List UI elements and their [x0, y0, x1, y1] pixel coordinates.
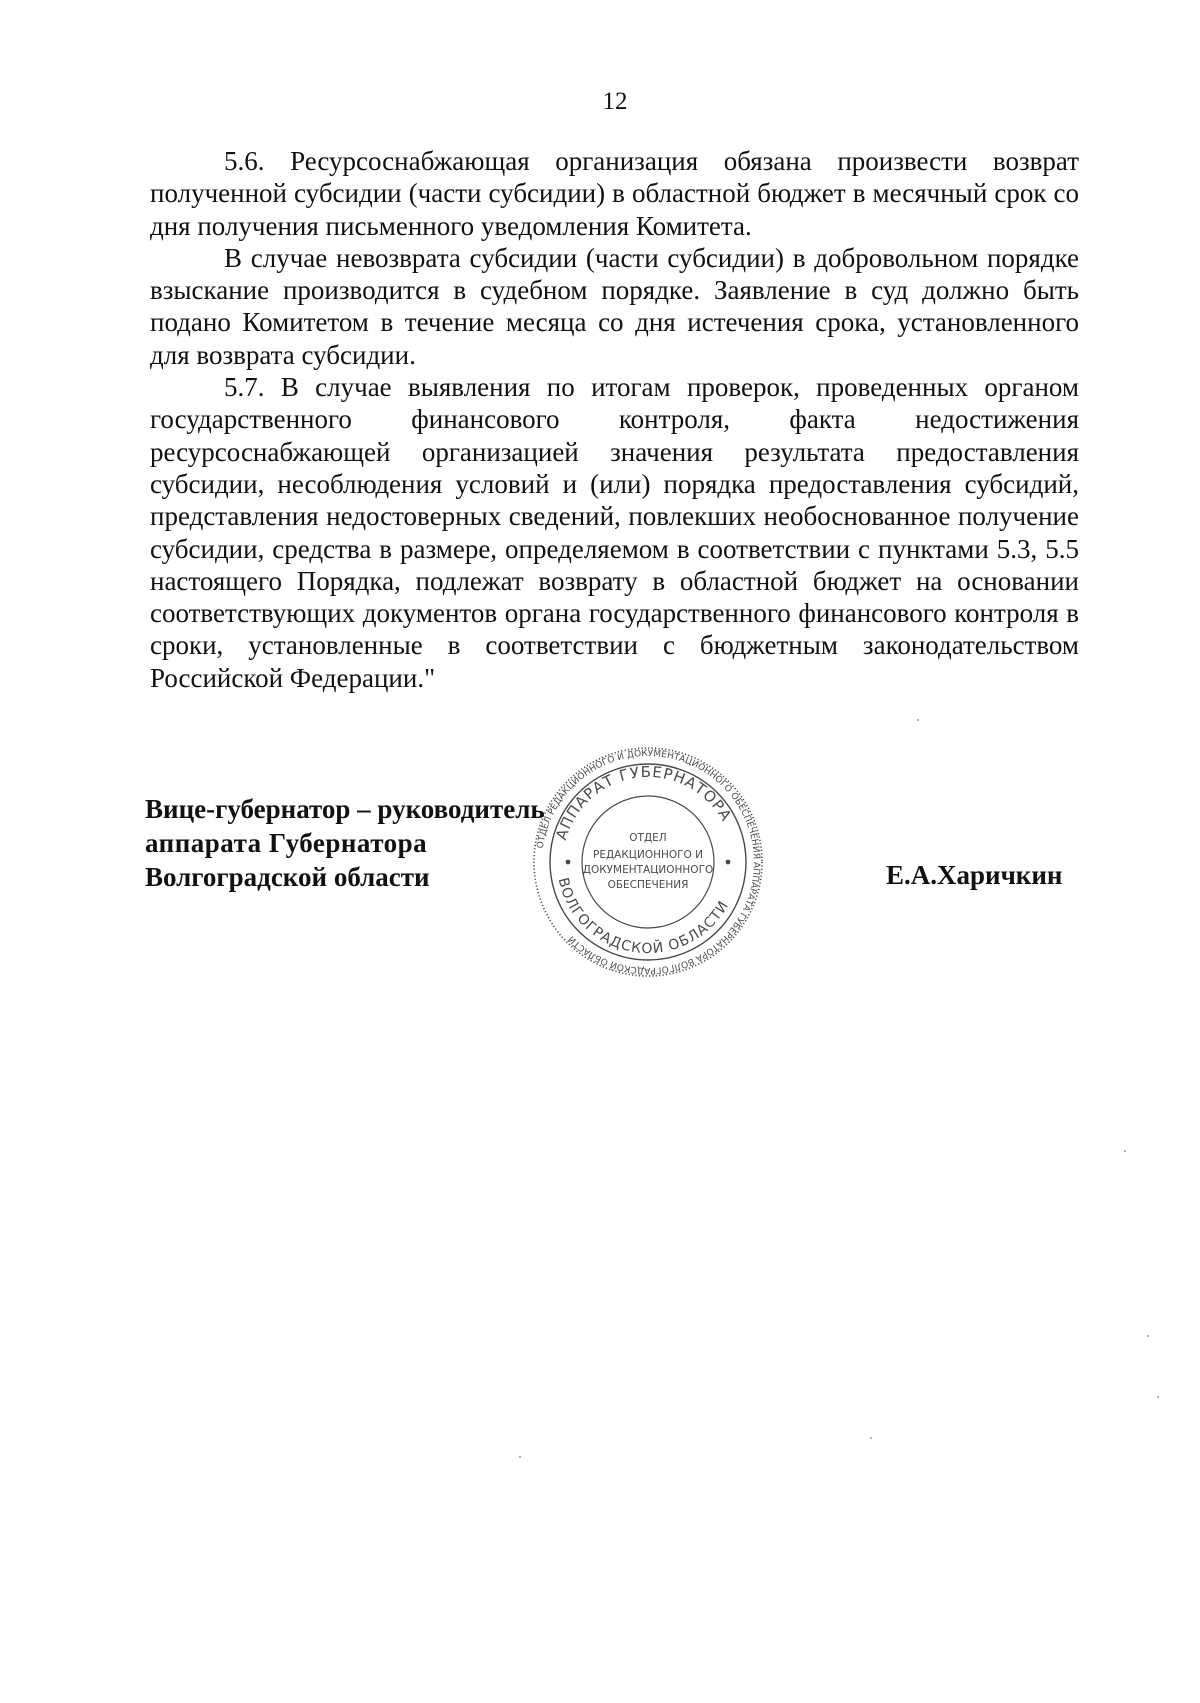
seal-bottom-text: ВОЛГОГРАДСКОЙ ОБЛАСТИ	[554, 876, 733, 958]
paragraph-5-6: 5.6. Ресурсоснабжающая организация обязана произвести возврат полученной субсидии (части субсидии) в областной бюджет в месячный срок со дня получения письменного уведомления Комитета.	[150, 146, 1079, 241]
official-seal-stamp	[531, 745, 765, 979]
signatory-name: Е.А.Харичкин	[886, 860, 1063, 890]
scan-speck	[917, 719, 919, 721]
scan-speck	[870, 1437, 872, 1439]
seal-center-line: РЕДАКЦИОННОГО И	[593, 849, 703, 861]
seal-outer-text: ОТДЕЛ РЕДАКЦИОННОГО И ДОКУМЕНТАЦИОННОГО ОБЕСПЕЧЕНИЯ АППАРАТА ГУБЕРНАТОРА ВОЛГОГРАДСКОЙ ОБЛАСТИ	[535, 748, 762, 976]
page-number: 12	[602, 88, 628, 115]
scan-speck	[1157, 1396, 1159, 1398]
scan-speck	[519, 1456, 521, 1458]
seal-center-line: ДОКУМЕНТАЦИОННОГО	[582, 864, 714, 876]
seal-graphic	[531, 745, 765, 979]
body-text	[150, 145, 1079, 694]
paragraph-5-7: 5.7. В случае выявления по итогам проверок, проведенных органом государственного финансового контроля, факта недостижения ресурсоснабжающей организацией значения результата предоставления субсидии, несоблюдения условий и (или) порядка предоставления субсидий, представления недостоверных сведений, повлекших необоснованное получение субсидии, средства в размере, определяемом в соответствии с пунктами 5.3, 5.5 настоящего Порядка, подлежат возврату в областной бюджет на основании соответствующих документов органа государственного финансового контроля в сроки, установленные в соответствии с бюджетным законодательством Российской Федерации."	[150, 372, 1079, 693]
signatory-position	[145, 792, 545, 894]
signatory-position-line: аппарата Губернатора	[145, 828, 428, 858]
seal-center-line: ОБЕСПЕЧЕНИЯ	[607, 879, 689, 891]
signatory-position-line: Вице-губернатор – руководитель	[145, 794, 545, 824]
paragraph-refund-court: В случае невозврата субсидии (части субсидии) в добровольном порядке взыскание производится в судебном порядке. Заявление в суд должно быть подано Комитетом в течение месяца со дня истечения срока, установленного для возврата субсидии.	[150, 242, 1079, 370]
scan-speck	[1147, 1335, 1149, 1337]
signatory-position-line: Волгоградской области	[145, 862, 430, 892]
scan-speck	[1124, 1150, 1126, 1152]
seal-center-line: ОТДЕЛ	[629, 832, 667, 844]
seal-top-text: АППАРАТ ГУБЕРНАТОРА	[552, 762, 736, 843]
